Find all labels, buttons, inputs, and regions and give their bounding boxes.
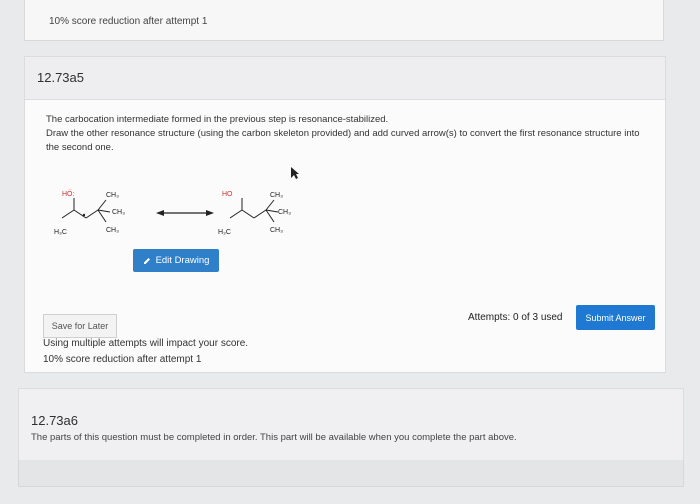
- next-part-title: 12.73a6: [31, 413, 78, 428]
- mouse-cursor-icon: [290, 166, 300, 180]
- attempts-warning: Using multiple attempts will impact your score.: [43, 338, 249, 349]
- pencil-icon: [143, 257, 151, 265]
- save-for-later-button[interactable]: Save for Later: [43, 314, 117, 338]
- right-methyl-left: H₃C: [218, 229, 231, 236]
- next-part-description: The parts of this question must be completed in order. This part will be available when you complete the part above.: [31, 432, 517, 443]
- resonance-arrow: [156, 210, 214, 216]
- part-header: [25, 57, 665, 100]
- previous-part-card: [24, 0, 664, 41]
- question-text: [46, 113, 646, 155]
- left-oxygen-label: HÖ:: [62, 191, 75, 198]
- right-methyl-top: CH₃: [270, 192, 283, 199]
- left-methyl-right: CH₃: [112, 209, 125, 216]
- right-methyl-right: CH₃: [278, 209, 291, 216]
- score-reduction-note: 10% score reduction after attempt 1: [43, 354, 202, 365]
- left-structure: [54, 190, 125, 236]
- next-part-card: [18, 388, 684, 462]
- right-methyl-bottom: CH₃: [270, 227, 283, 234]
- attempts-counter: Attempts: 0 of 3 used: [468, 312, 563, 323]
- resonance-structures-svg: [50, 182, 310, 242]
- part-title: 12.73a5: [37, 70, 84, 85]
- edit-drawing-button[interactable]: [133, 249, 219, 272]
- left-methyl-bottom: CH₃: [106, 227, 119, 234]
- left-methyl-top: CH₃: [106, 192, 119, 199]
- right-oxygen-label: HO: [222, 191, 233, 198]
- resonance-drawing: [50, 182, 310, 247]
- right-structure: [218, 191, 291, 236]
- edit-drawing-label: Edit Drawing: [155, 255, 210, 266]
- question-line-1: The carbocation intermediate formed in the previous step is resonance-stabilized.: [46, 114, 389, 125]
- submit-answer-button[interactable]: Submit Answer: [576, 305, 655, 330]
- previous-part-note: 10% score reduction after attempt 1: [49, 16, 208, 27]
- question-line-2: Draw the other resonance structure (using the carbon skeleton provided) and add curved arrow(s) to convert the first resonance structure into the second one.: [46, 128, 640, 153]
- next-part-footer: [18, 460, 684, 487]
- left-methyl-left: H₃C: [54, 229, 67, 236]
